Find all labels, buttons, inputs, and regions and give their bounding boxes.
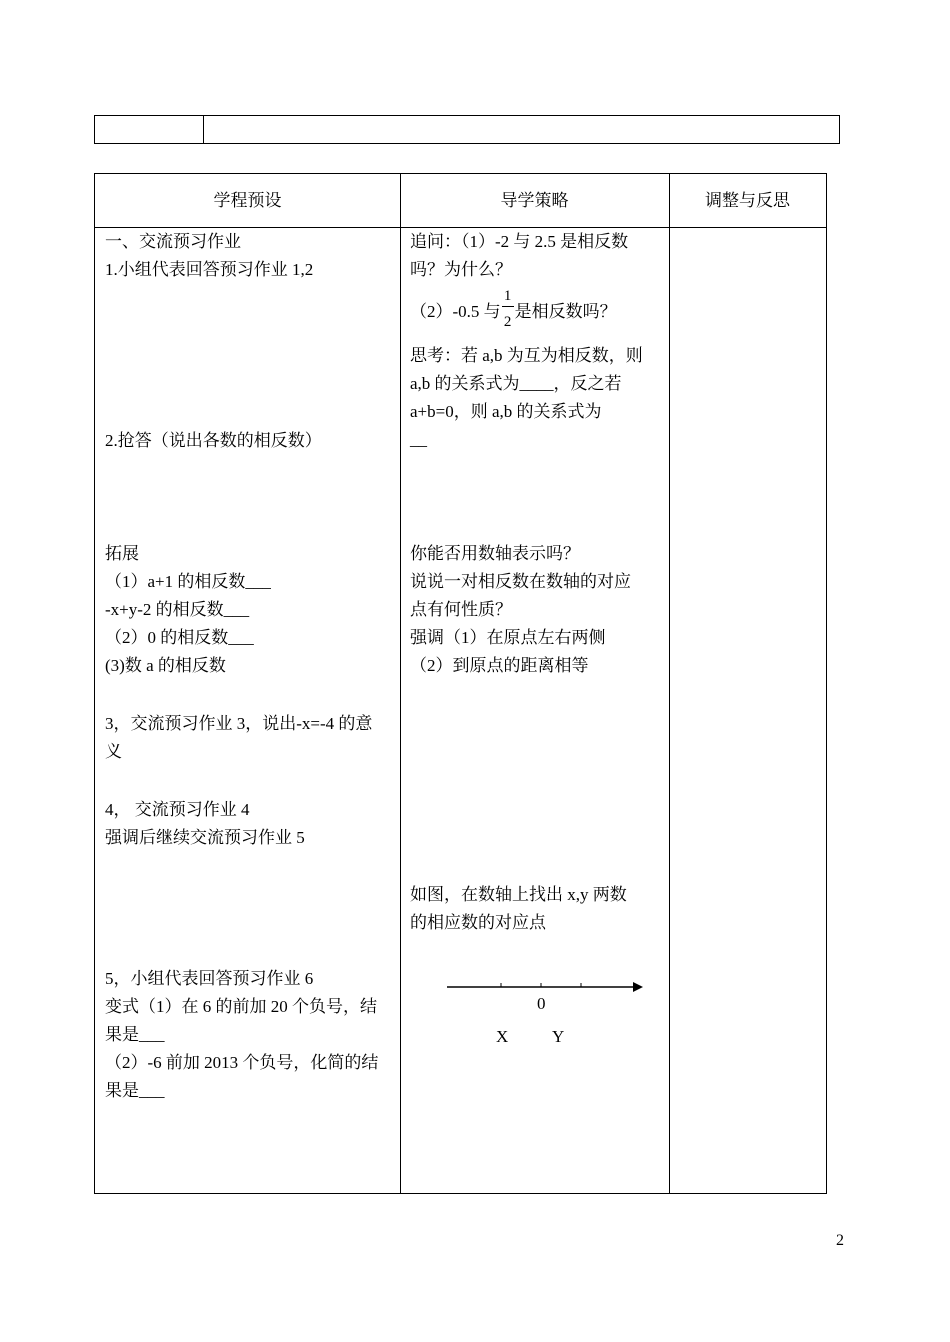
middle-block-3	[410, 540, 631, 680]
left-block-extension	[105, 540, 271, 680]
page-number: 2	[836, 1232, 844, 1249]
middle-line: a,b 的关系式为____，反之若	[410, 374, 622, 393]
left-line: 拓展	[105, 544, 139, 563]
left-line: （2）-6 前加 2013 个负号，化简的结	[105, 1053, 379, 1072]
middle-line: 追问：（1）-2 与 2.5 是相反数	[410, 232, 629, 251]
fraction-one-half	[501, 288, 515, 330]
left-block-1	[105, 228, 313, 284]
left-line: （1）a+1 的相反数___	[105, 572, 271, 591]
left-block-5	[105, 965, 378, 1105]
middle-block-4	[410, 881, 627, 937]
left-line: (3)数 a 的相反数	[105, 656, 226, 675]
left-line: 变式（1）在 6 的前加 20 个负号，结	[105, 997, 377, 1016]
middle-line: 说说一对相反数在数轴的对应	[410, 572, 631, 591]
left-line: 4， 交流预习作业 4	[105, 800, 250, 819]
header-guide-strategy: 导学策略	[500, 191, 569, 210]
left-line: 果是___	[105, 1081, 165, 1100]
number-line-zero-label: 0	[537, 994, 546, 1013]
middle-line: 点有何性质？	[410, 600, 512, 619]
left-block-3	[105, 710, 372, 766]
fraction-denominator: 2	[503, 314, 512, 330]
left-block-2	[105, 427, 322, 455]
left-line: 强调后继续交流预习作业 5	[105, 828, 305, 847]
number-line	[445, 976, 645, 996]
left-line: 1.小组代表回答预习作业 1,2	[105, 260, 314, 279]
top-table-divider	[203, 116, 204, 143]
column-divider-1	[400, 174, 401, 1193]
middle-block-2	[410, 342, 643, 454]
left-line: 一、交流预习作业	[105, 232, 241, 251]
middle-fraction-line	[410, 288, 617, 330]
left-line: 义	[105, 742, 122, 761]
middle-line: 如图，在数轴上找出 x,y 两数	[410, 885, 627, 904]
number-line-y-label: Y	[552, 1027, 565, 1046]
middle-line: 吗？为什么？	[410, 260, 512, 279]
lesson-plan-table	[94, 173, 827, 1194]
left-line: 5，小组代表回答预习作业 6	[105, 969, 314, 988]
middle-text: 是相反数吗？	[514, 302, 617, 321]
number-line-x-label: X	[496, 1027, 509, 1046]
header-adjust-reflect: 调整与反思	[705, 191, 790, 210]
middle-line: 强调（1）在原点左右两侧	[410, 628, 606, 647]
middle-line: （2）到原点的距离相等	[410, 656, 589, 675]
fraction-bar	[502, 306, 514, 307]
middle-text: （2）-0.5 与	[410, 302, 501, 321]
middle-line: 你能否用数轴表示吗？	[410, 544, 580, 563]
number-line-arrow	[633, 982, 643, 992]
left-line: 2.抢答（说出各数的相反数）	[105, 431, 322, 450]
left-block-4	[105, 796, 305, 852]
left-line: （2）0 的相反数___	[105, 628, 254, 647]
left-line: 3，交流预习作业 3，说出-x=-4 的意	[105, 714, 373, 733]
left-line: -x+y-2 的相反数___	[105, 600, 250, 619]
header-learning-preset: 学程预设	[213, 191, 282, 210]
middle-line: 思考：若 a,b 为互为相反数，则	[410, 346, 643, 365]
column-divider-2	[669, 174, 670, 1193]
middle-block-1	[410, 228, 628, 284]
middle-line: __	[410, 430, 427, 449]
middle-line: a+b=0，则 a,b 的关系式为	[410, 402, 602, 421]
fraction-numerator: 1	[503, 288, 512, 304]
left-line: 果是___	[105, 1025, 165, 1044]
middle-line: 的相应数的对应点	[410, 913, 546, 932]
top-table	[94, 115, 840, 144]
